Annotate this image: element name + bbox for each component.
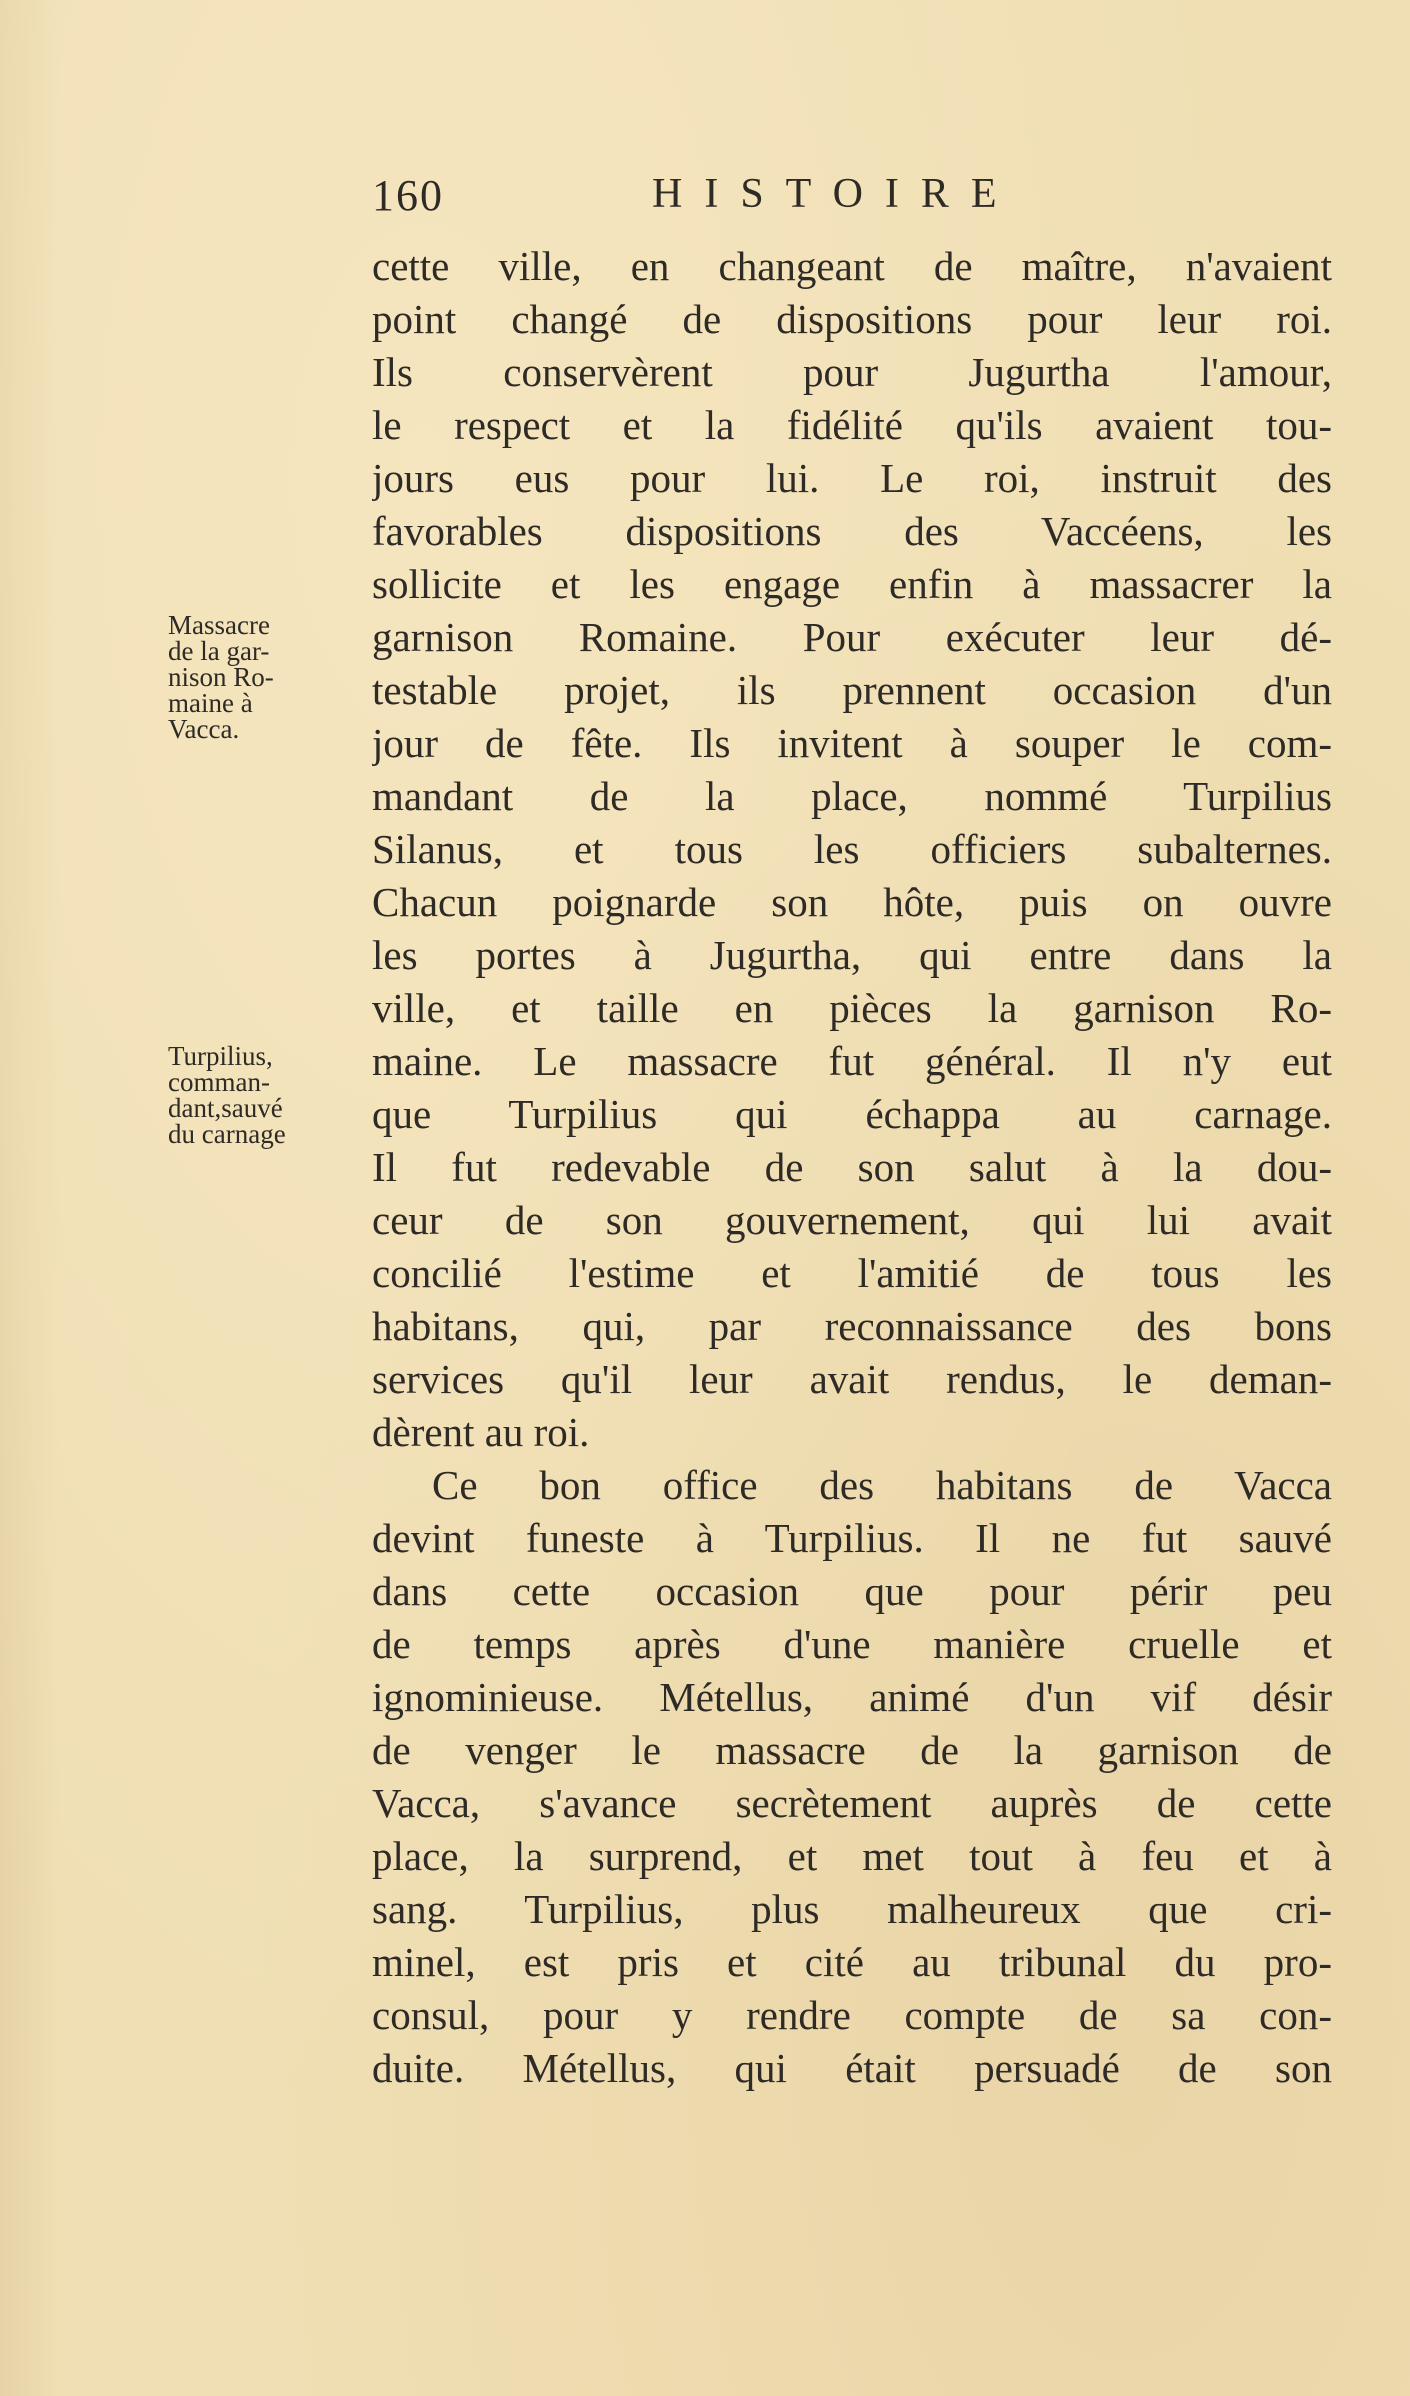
text-line: Vacca, s'avance secrètement auprès de cette (372, 1780, 1332, 1826)
text-line: duite. Métellus, qui était persuadé de son (372, 2045, 1332, 2091)
text-line: habitans, qui, par reconnaissance des bons (372, 1303, 1332, 1349)
text-line: concilié l'estime et l'amitié de tous les (372, 1250, 1332, 1296)
margin-note-line: du carnage (168, 1119, 286, 1149)
text-line: les portes à Jugurtha, qui entre dans la (372, 932, 1332, 978)
text-line: jours eus pour lui. Le roi, instruit des (372, 455, 1332, 501)
text-line: place, la surprend, et met tout à feu et à (372, 1833, 1332, 1879)
text-line: Ce bon office des habitans de Vacca (432, 1462, 1332, 1508)
text-line: Chacun poignarde son hôte, puis on ouvre (372, 879, 1332, 925)
margin-note-line: maine à (168, 688, 253, 718)
text-line: point changé de dispositions pour leur roi. (372, 296, 1332, 342)
text-line: Silanus, et tous les officiers subalternes. (372, 826, 1332, 872)
margin-note-line: comman- (168, 1067, 270, 1097)
text-line: mandant de la place, nommé Turpilius (372, 773, 1332, 819)
margin-note-line: Turpilius, (168, 1041, 273, 1071)
text-line: ville, et taille en pièces la garnison Ro- (372, 985, 1332, 1031)
text-line: Il fut redevable de son salut à la dou- (372, 1144, 1332, 1190)
margin-note-line: de la gar- (168, 636, 270, 666)
text-line: consul, pour y rendre compte de sa con- (372, 1992, 1332, 2038)
margin-note-line: Massacre (168, 610, 270, 640)
text-line: garnison Romaine. Pour exécuter leur dé- (372, 614, 1332, 660)
page-number: 160 (372, 171, 444, 220)
text-line: le respect et la fidélité qu'ils avaient tou- (372, 402, 1332, 448)
margin-note-line: Vacca. (168, 714, 240, 744)
text-line: ceur de son gouvernement, qui lui avait (372, 1197, 1332, 1243)
text-line: cette ville, en changeant de maître, n'avaient (372, 243, 1332, 289)
text-line: sang. Turpilius, plus malheureux que cri- (372, 1886, 1332, 1932)
text-line: de venger le massacre de la garnison de (372, 1727, 1332, 1773)
margin-note-turpilius (168, 1043, 368, 1147)
text-line: Ils conservèrent pour Jugurtha l'amour, (372, 349, 1332, 395)
text-line: ignominieuse. Métellus, animé d'un vif désir (372, 1674, 1332, 1720)
margin-note-line: nison Ro- (168, 662, 274, 692)
body-text (372, 240, 1332, 2095)
text-line: devint funeste à Turpilius. Il ne fut sauvé (372, 1515, 1332, 1561)
text-line: de temps après d'une manière cruelle et (372, 1621, 1332, 1667)
margin-note-line: dant,sauvé (168, 1093, 283, 1123)
text-line: sollicite et les engage enfin à massacrer la (372, 561, 1332, 607)
text-line: maine. Le massacre fut général. Il n'y eut (372, 1038, 1332, 1084)
text-line: jour de fête. Ils invitent à souper le com- (372, 720, 1332, 766)
text-line: dèrent au roi. (372, 1409, 590, 1455)
running-title: HISTOIRE (652, 171, 1019, 217)
text-line: services qu'il leur avait rendus, le deman- (372, 1356, 1332, 1402)
text-line: favorables dispositions des Vaccéens, les (372, 508, 1332, 554)
text-line: que Turpilius qui échappa au carnage. (372, 1091, 1332, 1137)
page-header (372, 170, 1072, 230)
text-line: minel, est pris et cité au tribunal du pro- (372, 1939, 1332, 1985)
margin-note-massacre (168, 612, 368, 742)
text-line: dans cette occasion que pour périr peu (372, 1568, 1332, 1614)
text-line: testable projet, ils prennent occasion d'un (372, 667, 1332, 713)
